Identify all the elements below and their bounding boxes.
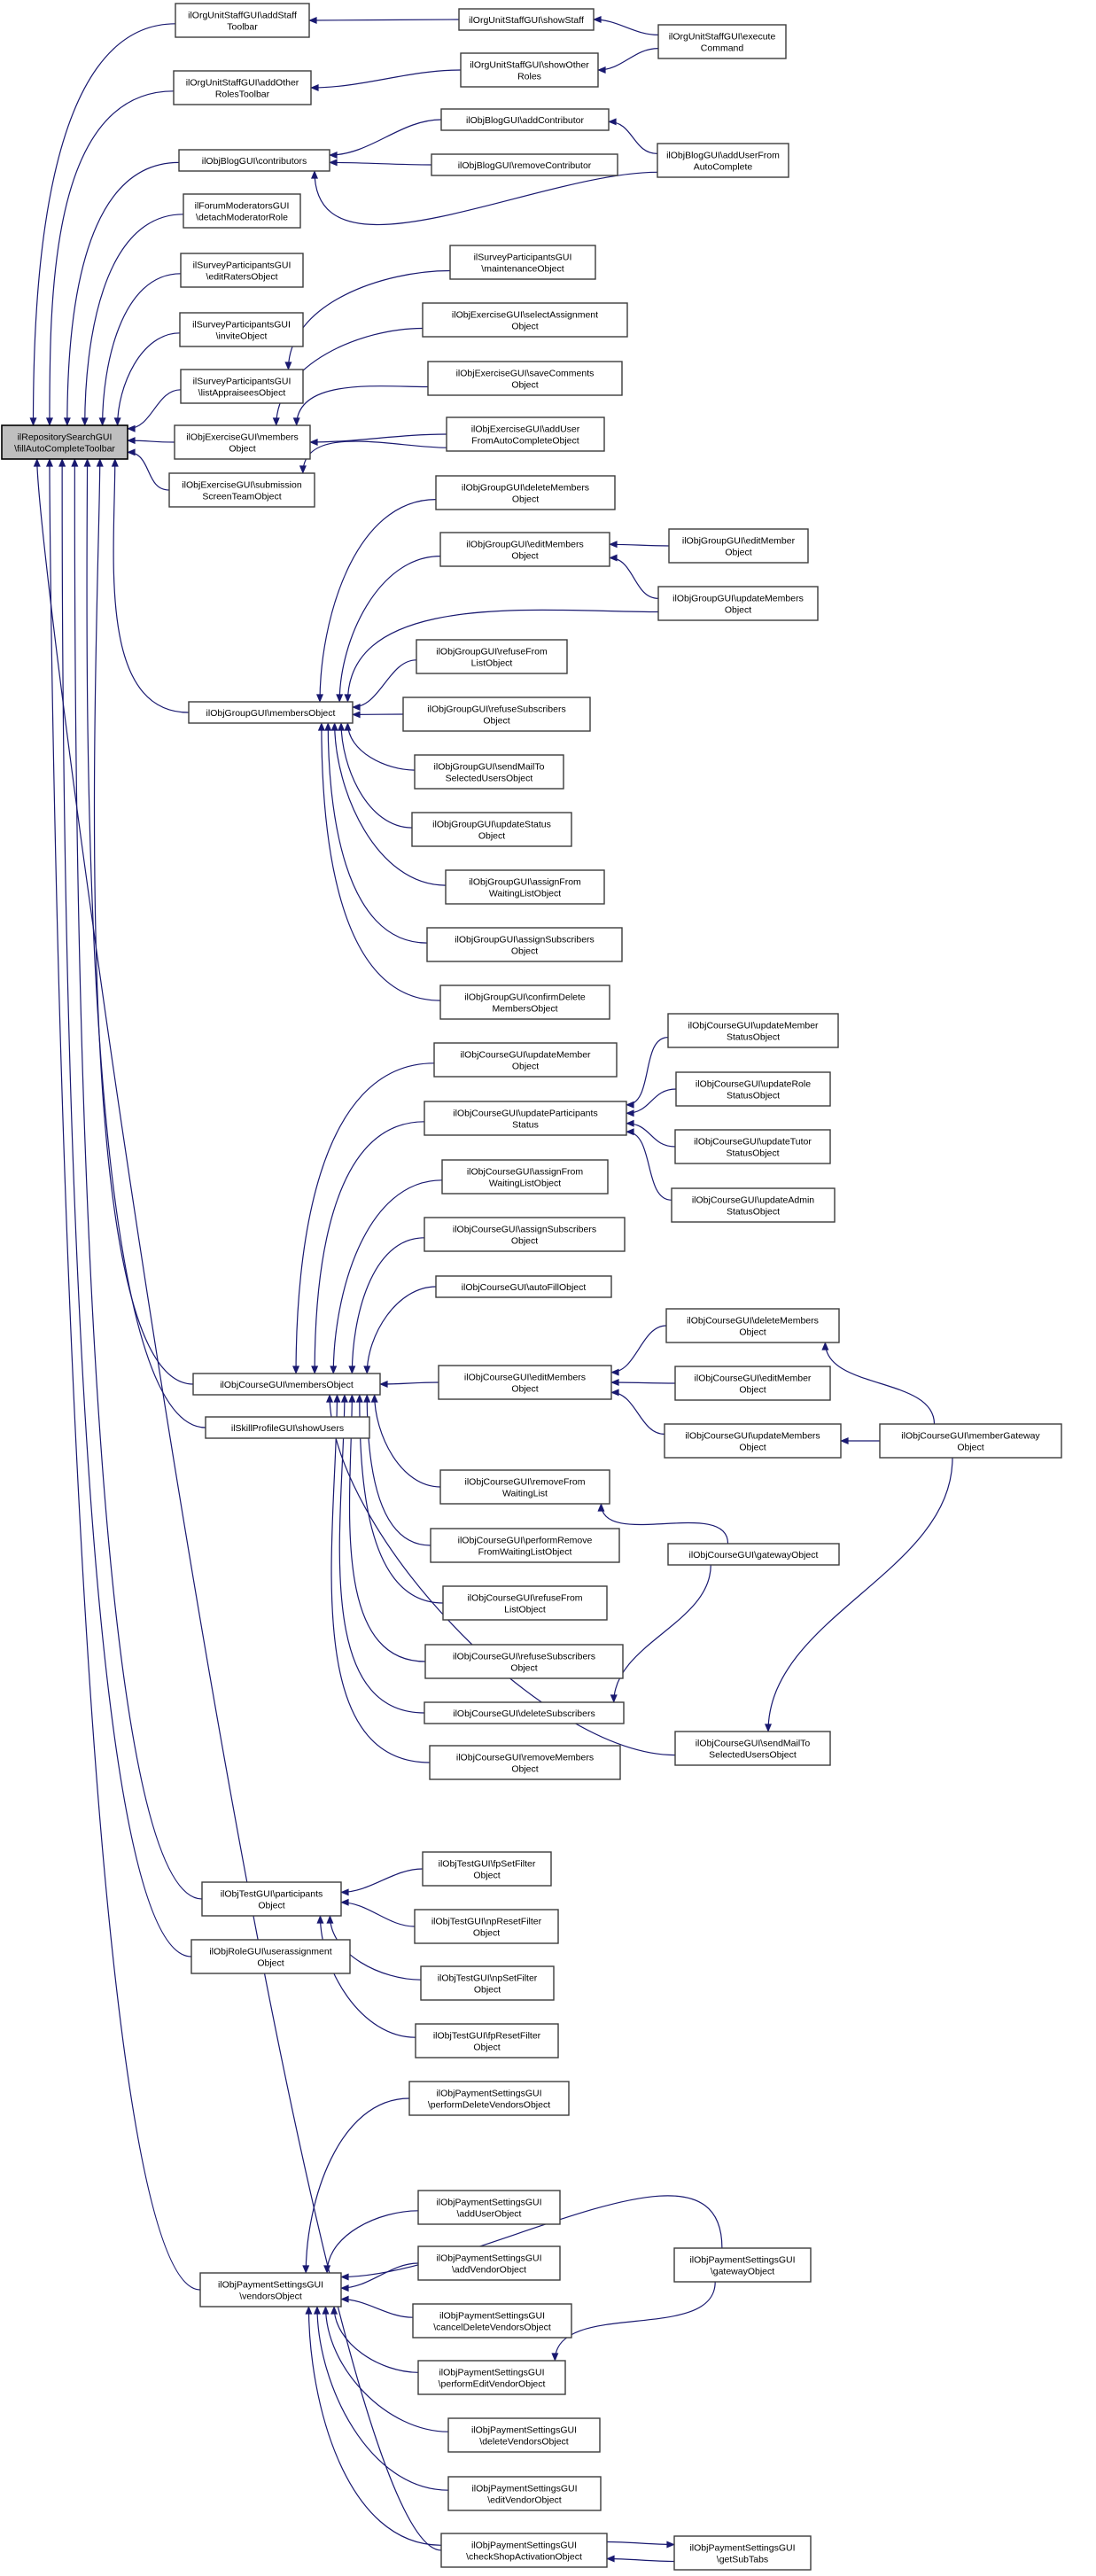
call-edge-testNpResetFilter-to-testParticipants (341, 1903, 415, 1926)
call-edge-blogAddUserFromAutoComplete-to-blogAddContributor (609, 121, 657, 153)
node-label: ilObjCourseGUI\updateMember StatusObject (688, 1020, 819, 1043)
node-label: ilObjPaymentSettingsGUI \vendorsObject (217, 2279, 324, 2302)
call-edge-payVendors-to-main (50, 459, 200, 2290)
node-label: ilObjCourseGUI\updateMembers Object (685, 1430, 820, 1453)
node-label: ilObjTestGUI\fpSetFilter Object (438, 1858, 536, 1881)
call-edge-blogRemoveContributor-to-blogContributors (330, 162, 431, 165)
graph-node-orgShowStaff[interactable] (459, 9, 594, 30)
call-edge-crsAssignSubscribers-to-crsMembers (352, 1238, 424, 1374)
graph-node-grpAssignFromWaitingList[interactable] (446, 870, 604, 904)
graph-node-crsRefuseSubscribers[interactable] (425, 1645, 623, 1678)
graph-node-payPerformEditVendor[interactable] (418, 2361, 565, 2394)
graph-node-roleUserassignment[interactable] (191, 1940, 350, 1973)
node-layer (2, 4, 1061, 2570)
node-label: ilObjPaymentSettingsGUI \getSubTabs (689, 2542, 796, 2565)
node-label: ilObjPaymentSettingsGUI \performDeleteVendorsObject (427, 2088, 551, 2111)
call-edge-crsRemoveMembers-to-crsMembers (331, 1395, 430, 1763)
call-edge-grpUpdateMembers-to-grpEditMembers (610, 558, 658, 599)
graph-node-payGateway[interactable] (674, 2248, 811, 2282)
call-edge-skillShowUsers-to-main (87, 459, 206, 1428)
graph-node-testFpSetFilter[interactable] (423, 1852, 551, 1886)
graph-node-payPerformDeleteVendors[interactable] (409, 2082, 569, 2115)
call-edge-svyEditRaters-to-main (103, 274, 181, 425)
graph-node-payCheckShopActivation[interactable] (441, 2533, 607, 2567)
node-label: ilObjCourseGUI\updateRole StatusObject (695, 1078, 812, 1101)
call-edge-roleUserassignment-to-main (62, 459, 191, 1957)
graph-node-payDeleteVendors[interactable] (448, 2418, 600, 2452)
call-edge-svyInvite-to-main (118, 333, 180, 425)
call-edge-exSubmissionScreenTeam-to-main (128, 452, 169, 490)
node-label: ilForumModeratorsGUI \detachModeratorRole (194, 200, 290, 223)
graph-node-crsEditMembers[interactable] (439, 1366, 611, 1399)
node-label: ilObjExerciseGUI\submission ScreenTeamObject (182, 479, 302, 502)
graph-node-forumDetachModeratorRole[interactable] (183, 194, 300, 228)
call-edge-crsAssignFromWaitingList-to-crsMembers (333, 1180, 442, 1374)
call-edge-payAddVendor-to-payVendors (341, 2263, 418, 2288)
graph-node-crsUpdateMembers[interactable] (665, 1424, 841, 1458)
graph-node-crsUpdateMemberStatus[interactable] (668, 1014, 838, 1047)
call-edge-blogAddContributor-to-blogContributors (330, 120, 441, 155)
graph-node-crsRefuseFromList[interactable] (443, 1586, 607, 1620)
graph-node-exSubmissionScreenTeam[interactable] (169, 473, 315, 507)
call-edge-blogContributors-to-main (67, 162, 179, 425)
graph-node-crsPerformRemoveFromWaitingList[interactable] (431, 1529, 619, 1562)
call-edge-payCheckShopActivation-to-payGetSubTabs (607, 2542, 674, 2545)
graph-node-grpEditMembers[interactable] (440, 533, 610, 566)
node-label: ilObjPaymentSettingsGUI \addVendorObject (436, 2253, 542, 2276)
graph-node-crsRemoveFromWaitingList[interactable] (440, 1470, 610, 1504)
node-label: ilObjTestGUI\fpResetFilter Object (432, 2030, 541, 2053)
call-edge-orgExecuteCommand-to-orgShowStaff (594, 19, 658, 35)
graph-node-payCancelDeleteVendors[interactable] (413, 2304, 571, 2338)
graph-node-exAddUserFromAutoComplete[interactable] (447, 417, 604, 451)
node-label: ilObjCourseGUI\deleteSubscribers (453, 1708, 595, 1719)
node-label: ilObjExerciseGUI\members Object (186, 432, 299, 455)
call-edge-crsUpdateMemberStatus-to-crsUpdateParticipantsStatus (626, 1038, 668, 1105)
call-edge-crsEditMember-to-crsEditMembers (611, 1382, 675, 1383)
graph-node-crsSendMailToSelectedUsers[interactable] (675, 1732, 830, 1765)
node-label: ilObjGroupGUI\editMember Object (681, 535, 796, 558)
graph-node-crsAutoFill[interactable] (436, 1276, 611, 1297)
node-label: ilObjCourseGUI\memberGateway Object (901, 1430, 1040, 1453)
call-edge-crsUpdateRoleStatus-to-crsUpdateParticipantsStatus (626, 1089, 676, 1113)
node-label: ilObjCourseGUI\editMembers Object (463, 1372, 587, 1395)
graph-node-testFpResetFilter[interactable] (416, 2024, 558, 2058)
node-label: ilRepositorySearchGUI \fillAutoCompleteToolbar (14, 432, 115, 455)
graph-node-grpUpdateStatus[interactable] (412, 813, 571, 846)
call-edge-exMembers-to-main (128, 440, 175, 442)
node-label: ilSurveyParticipantsGUI \listAppraiseesObject (192, 376, 291, 399)
call-edge-orgShowStaff-to-orgAddStaffToolbar (309, 19, 459, 20)
graph-node-testNpSetFilter[interactable] (421, 1966, 554, 2000)
graph-node-payAddUser[interactable] (418, 2191, 560, 2224)
node-label: ilObjTestGUI\npResetFilter Object (431, 1916, 542, 1939)
graph-node-grpUpdateMembers[interactable] (658, 587, 818, 620)
graph-node-crsMembers[interactable] (193, 1374, 380, 1395)
node-label: ilObjPaymentSettingsGUI \checkShopActivationObject (466, 2540, 582, 2563)
graph-node-exSelectAssignment[interactable] (423, 303, 627, 337)
call-edge-payGateway-to-payPerformEditVendor (555, 2282, 715, 2361)
graph-node-grpSendMailToSelectedUsers[interactable] (415, 755, 564, 789)
graph-node-svyMaintenance[interactable] (450, 245, 595, 279)
node-label: ilObjPaymentSettingsGUI \editVendorObject (471, 2483, 578, 2506)
call-edge-crsUpdateAdminStatus-to-crsUpdateParticipantsStatus (626, 1132, 672, 1200)
graph-node-crsMemberGateway[interactable] (880, 1424, 1061, 1458)
graph-node-main (2, 425, 128, 459)
graph-node-crsUpdateMember[interactable] (434, 1043, 617, 1077)
call-edge-crsRefuseFromList-to-crsMembers (360, 1395, 443, 1603)
call-edge-grpEditMember-to-grpEditMembers (610, 544, 669, 546)
node-label: ilObjExerciseGUI\selectAssignment Object (451, 309, 599, 332)
node-label: ilObjBlogGUI\addContributor (465, 114, 585, 126)
graph-node-crsGateway[interactable] (668, 1544, 839, 1565)
graph-node-grpRefuseFromList[interactable] (416, 640, 567, 673)
graph-node-grpMembers[interactable] (189, 702, 353, 723)
graph-node-svyEditRaters[interactable] (181, 253, 303, 287)
node-label: ilObjCourseGUI\performRemove FromWaitingListObject (457, 1535, 593, 1558)
call-edge-payCheckShopActivation-to-payVendors (308, 2307, 441, 2545)
call-edge-crsUpdateParticipantsStatus-to-crsMembers (315, 1122, 424, 1374)
graph-node-crsDeleteSubscribers[interactable] (424, 1702, 624, 1724)
node-label: ilOrgUnitStaffGUI\addOther RolesToolbar (185, 77, 299, 100)
graph-node-crsUpdateTutorStatus[interactable] (675, 1130, 830, 1163)
graph-node-grpConfirmDeleteMembers[interactable] (440, 985, 610, 1019)
call-edge-grpAssignFromWaitingList-to-grpMembers (335, 723, 446, 885)
node-label: ilObjGroupGUI\sendMailTo SelectedUsersObject (433, 761, 545, 784)
call-edge-payCheckShopActivation-to-main (37, 459, 441, 2550)
call-edge-exAddUserFromAutoComplete-to-exMembers (310, 434, 447, 442)
call-edge-crsRemoveFromWaitingList-to-crsMembers (375, 1395, 440, 1487)
graph-node-testNpResetFilter[interactable] (415, 1910, 558, 1943)
node-label: ilOrgUnitStaffGUI\addStaff Toolbar (188, 10, 297, 33)
node-label: ilObjCourseGUI\updateParticipants Status (453, 1108, 598, 1131)
graph-node-orgAddStaffToolbar[interactable] (175, 4, 309, 37)
node-label: ilObjPaymentSettingsGUI \deleteVendorsObject (470, 2424, 578, 2448)
node-label: ilObjCourseGUI\refuseSubscribers Object (452, 1651, 596, 1674)
node-label: ilObjGroupGUI\confirmDelete MembersObject (464, 992, 586, 1015)
node-label: ilOrgUnitStaffGUI\showStaff (469, 14, 584, 26)
graph-node-svyInvite[interactable] (180, 313, 303, 346)
graph-node-grpAssignSubscribers[interactable] (427, 928, 622, 961)
node-label: ilObjGroupGUI\membersObject (206, 707, 336, 719)
call-edge-payGetSubTabs-to-payCheckShopActivation (607, 2559, 674, 2562)
graph-node-orgShowOtherRoles[interactable] (461, 53, 598, 87)
node-label: ilObjCourseGUI\membersObject (220, 1379, 354, 1390)
node-label: ilObjCourseGUI\assignFrom WaitingListObject (466, 1166, 584, 1189)
node-label: ilObjCourseGUI\sendMailTo SelectedUsersObject (695, 1738, 811, 1761)
call-edge-orgExecuteCommand-to-orgShowOtherRoles (598, 49, 658, 70)
node-label: ilObjGroupGUI\refuseSubscribers Object (427, 704, 566, 727)
node-label: ilObjPaymentSettingsGUI \performEditVendorObject (438, 2367, 546, 2390)
call-edge-crsDeleteSubscribers-to-crsMembers (339, 1395, 424, 1713)
call-edge-crsMemberGateway-to-crsSendMailToSelectedUsers (768, 1458, 952, 1732)
graph-node-crsUpdateAdminStatus[interactable] (672, 1188, 835, 1222)
call-edge-grpEditMembers-to-grpMembers (339, 556, 440, 702)
graph-node-crsAssignFromWaitingList[interactable] (442, 1160, 608, 1194)
node-label: ilObjCourseGUI\removeFrom WaitingList (464, 1476, 586, 1499)
node-label: ilObjCourseGUI\assignSubscribers Object (452, 1224, 597, 1247)
graph-node-crsUpdateRoleStatus[interactable] (676, 1072, 830, 1106)
node-label: ilObjPaymentSettingsGUI \cancelDeleteVendorsObject (433, 2310, 551, 2333)
call-edge-crsUpdateTutorStatus-to-crsUpdateParticipantsStatus (626, 1124, 675, 1147)
node-label: ilSkillProfileGUI\showUsers (230, 1422, 345, 1434)
node-label: ilObjCourseGUI\removeMembers Object (455, 1752, 595, 1775)
call-edge-crsUpdateMember-to-crsMembers (296, 1063, 434, 1374)
node-label: ilOrgUnitStaffGUI\execute Command (668, 31, 776, 54)
call-edge-crsAutoFill-to-crsMembers (367, 1287, 436, 1374)
graph-node-payAddVendor[interactable] (418, 2246, 560, 2280)
node-label: ilObjCourseGUI\deleteMembers Object (687, 1315, 819, 1338)
node-label: ilObjGroupGUI\deleteMembers Object (461, 482, 590, 505)
node-label: ilOrgUnitStaffGUI\showOther Roles (470, 59, 589, 82)
graph-node-blogContributors[interactable] (179, 150, 330, 171)
graph-node-skillShowUsers[interactable] (206, 1417, 369, 1438)
call-edge-crsSendMailToSelectedUsers-to-crsMembers (330, 1395, 675, 1755)
node-label: ilObjGroupGUI\assignFrom WaitingListObject (469, 876, 581, 899)
call-edge-exAddUserFromAutoComplete-to-exSubmissionScreenTeam (303, 441, 447, 473)
call-edge-crsUpdateMembers-to-crsEditMembers (611, 1392, 665, 1434)
graph-node-exSaveComments[interactable] (428, 362, 622, 395)
graph-node-grpDeleteMembers[interactable] (436, 476, 615, 510)
graph-node-payVendors[interactable] (200, 2273, 341, 2307)
graph-node-testParticipants[interactable] (202, 1882, 341, 1916)
node-label: ilObjCourseGUI\updateAdmin StatusObject (691, 1195, 815, 1218)
graph-node-payEditVendor[interactable] (448, 2477, 601, 2510)
call-edge-testParticipants-to-main (74, 459, 202, 1899)
call-edge-exSaveComments-to-exMembers (297, 386, 428, 425)
node-label: ilSurveyParticipantsGUI \inviteObject (192, 319, 291, 342)
graph-node-svyListAppraisees[interactable] (181, 370, 303, 403)
graph-node-orgAddOtherRolesToolbar[interactable] (174, 71, 311, 105)
call-edge-crsMembers-to-main (95, 459, 193, 1384)
graph-node-blogRemoveContributor[interactable] (431, 154, 618, 175)
node-label: ilSurveyParticipantsGUI \editRatersObject (192, 260, 291, 283)
node-label: ilObjTestGUI\participants Object (220, 1888, 323, 1911)
graph-node-blogAddUserFromAutoComplete[interactable] (657, 144, 789, 177)
node-label: ilObjGroupGUI\refuseFrom ListObject (436, 646, 548, 669)
node-label: ilObjRoleGUI\userassignment Object (209, 1946, 332, 1969)
call-edge-orgShowOtherRoles-to-orgAddOtherRolesToolbar (311, 70, 461, 88)
graph-node-payGetSubTabs[interactable] (674, 2536, 811, 2570)
graph-node-exMembers[interactable] (175, 425, 310, 459)
graph-node-grpEditMember[interactable] (669, 529, 808, 563)
call-edge-crsGateway-to-crsDeleteSubscribers (614, 1565, 711, 1702)
graph-node-orgExecuteCommand[interactable] (658, 25, 786, 58)
graph-node-crsDeleteMembers[interactable] (666, 1309, 839, 1342)
graph-node-crsAssignSubscribers[interactable] (424, 1218, 625, 1251)
call-edge-crsMemberGateway-to-crsDeleteMembers (825, 1342, 934, 1424)
call-edge-blogAddUserFromAutoComplete-to-blogContributors (315, 171, 657, 225)
node-label: ilObjExerciseGUI\addUser FromAutoCompleteObject (470, 424, 580, 447)
node-label: ilObjGroupGUI\editMembers Object (466, 539, 584, 562)
call-edge-orgAddStaffToolbar-to-main (34, 24, 176, 425)
node-label: ilObjTestGUI\npSetFilter Object (437, 1973, 538, 1996)
node-label: ilObjExerciseGUI\saveComments Object (455, 368, 595, 391)
graph-node-crsUpdateParticipantsStatus[interactable] (424, 1101, 626, 1135)
node-label: ilObjCourseGUI\editMember Object (694, 1373, 812, 1396)
node-label: ilObjBlogGUI\removeContributor (457, 160, 592, 171)
call-edge-payCancelDeleteVendors-to-payVendors (341, 2300, 413, 2318)
call-edge-payAddUser-to-payVendors (327, 2211, 418, 2273)
node-label: ilObjCourseGUI\autoFillObject (461, 1281, 587, 1293)
node-label: ilObjBlogGUI\contributors (201, 155, 307, 167)
call-edge-payPerformDeleteVendors-to-payVendors (306, 2098, 409, 2273)
node-label: ilObjGroupGUI\assignSubscribers Object (455, 934, 595, 957)
call-edge-crsGateway-to-crsRemoveFromWaitingList (601, 1504, 727, 1544)
node-label: ilObjCourseGUI\refuseFrom ListObject (467, 1592, 583, 1615)
node-label: ilObjGroupGUI\updateMembers Object (672, 593, 804, 616)
node-label: ilObjPaymentSettingsGUI \addUserObject (436, 2197, 542, 2220)
node-label: ilObjGroupGUI\updateStatus Object (432, 819, 551, 842)
call-edge-crsEditMembers-to-crsMembers (380, 1382, 439, 1384)
call-edge-crsDeleteMembers-to-crsEditMembers (611, 1326, 666, 1373)
call-edge-testFpSetFilter-to-testParticipants (341, 1869, 423, 1892)
node-label: ilObjCourseGUI\updateMember Object (460, 1049, 591, 1072)
graph-node-crsRemoveMembers[interactable] (430, 1746, 620, 1779)
node-label: ilObjCourseGUI\gatewayObject (688, 1549, 819, 1560)
graph-node-grpRefuseSubscribers[interactable] (403, 697, 590, 731)
node-label: ilObjBlogGUI\addUserFrom AutoComplete (666, 150, 780, 173)
graph-node-blogAddContributor[interactable] (441, 109, 609, 130)
call-edge-svyListAppraisees-to-main (128, 390, 181, 429)
node-label: ilSurveyParticipantsGUI \maintenanceObject (473, 252, 572, 275)
node-label: ilObjCourseGUI\updateTutor StatusObject (694, 1136, 812, 1159)
graph-node-crsEditMember[interactable] (675, 1366, 830, 1400)
node-label: ilObjPaymentSettingsGUI \gatewayObject (689, 2254, 796, 2277)
